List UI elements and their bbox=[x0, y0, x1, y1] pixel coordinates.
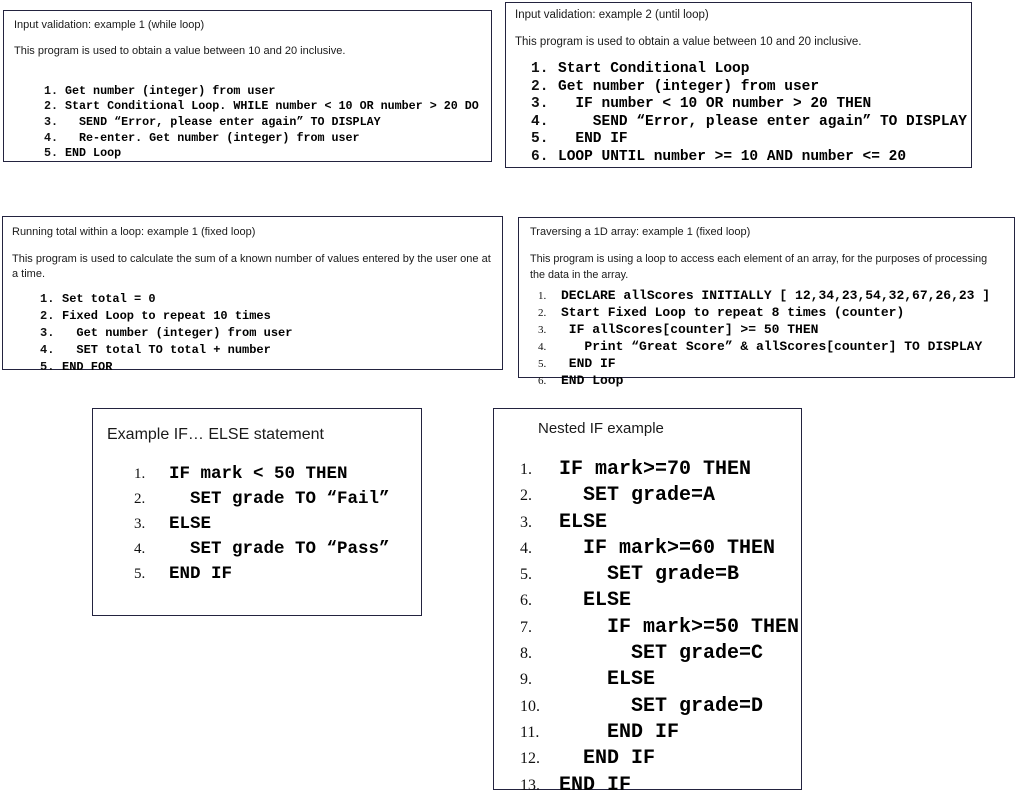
code-text: END IF bbox=[559, 720, 680, 744]
code-line bbox=[531, 113, 967, 132]
code-text: Get number (integer) from user bbox=[65, 83, 276, 98]
code-line bbox=[520, 588, 793, 614]
code-line bbox=[531, 131, 962, 149]
line-number: 2. bbox=[44, 99, 59, 114]
code-line bbox=[531, 79, 962, 97]
code-line bbox=[520, 641, 793, 667]
code-line bbox=[538, 305, 1003, 322]
pseudocode-listing bbox=[134, 462, 409, 587]
code-text: Re-enter. Get number (integer) from user bbox=[65, 130, 360, 145]
code-text: SET total TO total + number bbox=[62, 342, 271, 357]
code-text: Print “Great Score” & allScores[counter] TO DISPLAY bbox=[561, 338, 983, 354]
box-title: Input validation: example 1 (while loop) bbox=[14, 19, 205, 31]
line-number: 3. bbox=[40, 325, 55, 340]
pseudocode-box-traversing-array bbox=[518, 217, 1015, 388]
line-number: 5. bbox=[44, 146, 59, 161]
code-line bbox=[538, 356, 1003, 373]
box-description: This program is using a loop to access each element of an array, for the purposes of processing the data in the array. bbox=[530, 253, 988, 281]
line-number: 8. bbox=[520, 645, 532, 663]
code-line bbox=[538, 288, 1003, 305]
code-text: IF mark>=50 THEN bbox=[559, 615, 800, 639]
code-text: END FOR bbox=[62, 359, 113, 374]
line-number: 1. bbox=[134, 466, 146, 482]
code-line bbox=[520, 615, 800, 641]
code-line bbox=[44, 146, 483, 162]
line-number: 5. bbox=[40, 359, 55, 374]
line-number: 2. bbox=[531, 78, 549, 95]
box-title: Traversing a 1D array: example 1 (fixed loop) bbox=[530, 226, 751, 238]
code-line bbox=[531, 61, 962, 79]
code-text: SET grade=B bbox=[559, 563, 740, 587]
box-title: Running total within a loop: example 1 (fixed loop) bbox=[12, 226, 256, 238]
code-line bbox=[538, 339, 1003, 356]
code-text: IF allScores[counter] >= 50 THEN bbox=[561, 321, 819, 337]
line-number: 6. bbox=[538, 374, 547, 387]
line-number: 5. bbox=[531, 131, 549, 148]
pseudocode-box-input-validation-until bbox=[505, 2, 972, 168]
line-number: 3. bbox=[538, 323, 547, 336]
code-text: IF mark>=70 THEN bbox=[559, 458, 752, 481]
code-text: SET grade=C bbox=[559, 642, 764, 666]
pseudocode-box-input-validation-while bbox=[3, 10, 492, 162]
code-text: SET grade TO “Pass” bbox=[169, 539, 390, 559]
code-line bbox=[520, 720, 793, 746]
code-text: END IF bbox=[561, 355, 616, 371]
line-number: 2. bbox=[520, 487, 532, 505]
code-line bbox=[134, 487, 409, 512]
line-number: 2. bbox=[40, 308, 55, 323]
code-text: DECLARE allScores INITIALLY [ 12,34,23,54,32,67,26,23 ] bbox=[561, 288, 991, 303]
pseudocode-box-nested-if bbox=[493, 408, 802, 797]
box-title: Input validation: example 2 (until loop) bbox=[515, 9, 709, 21]
line-number: 1. bbox=[40, 291, 55, 306]
line-number: 13. bbox=[520, 776, 540, 794]
code-text: IF mark>=60 THEN bbox=[559, 536, 776, 560]
pseudocode-box-if-else bbox=[92, 408, 422, 616]
line-number: 4. bbox=[134, 541, 146, 557]
code-text: Start Fixed Loop to repeat 8 times (counter) bbox=[561, 304, 905, 320]
pseudocode-listing bbox=[538, 288, 1003, 389]
code-text: IF number < 10 OR number > 20 THEN bbox=[558, 96, 872, 113]
code-line bbox=[531, 149, 962, 167]
line-number: 6. bbox=[531, 148, 549, 165]
code-line bbox=[520, 694, 793, 720]
line-number: 3. bbox=[531, 96, 549, 113]
code-line bbox=[44, 115, 483, 131]
line-number: 4. bbox=[538, 340, 547, 353]
line-number: 1. bbox=[538, 290, 547, 302]
line-number: 10. bbox=[520, 697, 540, 715]
box-description: This program is used to obtain a value between 10 and 20 inclusive. bbox=[515, 36, 862, 48]
code-line bbox=[40, 308, 493, 325]
line-number: 3. bbox=[134, 516, 146, 532]
code-text: ELSE bbox=[559, 668, 656, 692]
code-line bbox=[520, 536, 793, 562]
line-number: 2. bbox=[134, 491, 146, 507]
code-line bbox=[538, 373, 1003, 390]
code-text: END IF bbox=[559, 747, 656, 771]
code-text: END IF bbox=[558, 131, 628, 148]
code-text: ELSE bbox=[559, 510, 608, 534]
code-line bbox=[40, 325, 493, 342]
pseudocode-box-running-total bbox=[2, 216, 503, 374]
code-text: SEND “Error, please enter again” TO DISPLAY bbox=[558, 113, 967, 130]
code-line bbox=[134, 512, 409, 537]
code-line bbox=[134, 562, 409, 587]
line-number: 12. bbox=[520, 750, 540, 768]
line-number: 1. bbox=[520, 461, 532, 478]
pseudocode-listing bbox=[44, 84, 483, 163]
code-line bbox=[134, 462, 409, 487]
line-number: 5. bbox=[538, 357, 547, 370]
code-text: Fixed Loop to repeat 10 times bbox=[62, 308, 271, 323]
line-number: 3. bbox=[520, 513, 532, 531]
box-title: Nested IF example bbox=[538, 420, 664, 437]
code-text: END Loop bbox=[561, 372, 624, 388]
code-text: IF mark < 50 THEN bbox=[169, 464, 348, 484]
code-line bbox=[40, 342, 493, 359]
pseudocode-listing bbox=[520, 457, 800, 799]
pseudocode-listing bbox=[531, 61, 967, 167]
code-line bbox=[520, 483, 793, 509]
code-text: Get number (integer) from user bbox=[558, 78, 820, 95]
line-number: 1. bbox=[531, 61, 549, 77]
code-line bbox=[44, 99, 483, 115]
code-line bbox=[520, 510, 793, 536]
line-number: 3. bbox=[44, 114, 59, 129]
code-text: Get number (integer) from user bbox=[62, 325, 293, 340]
code-line bbox=[520, 746, 793, 772]
code-line bbox=[520, 667, 793, 693]
code-text: LOOP UNTIL number >= 10 AND number <= 20 bbox=[558, 148, 907, 165]
code-line bbox=[520, 773, 793, 799]
code-text: ELSE bbox=[169, 514, 212, 534]
code-text: END IF bbox=[559, 773, 632, 797]
line-number: 6. bbox=[520, 592, 532, 610]
line-number: 7. bbox=[520, 618, 532, 636]
line-number: 4. bbox=[44, 130, 59, 145]
code-line bbox=[40, 359, 493, 376]
code-text: SET grade TO “Fail” bbox=[169, 489, 390, 509]
code-text: SET grade=D bbox=[559, 694, 764, 718]
code-text: END IF bbox=[169, 564, 233, 584]
line-number: 5. bbox=[520, 566, 532, 584]
code-text: ELSE bbox=[559, 589, 632, 613]
line-number: 4. bbox=[531, 113, 549, 130]
line-number: 9. bbox=[520, 671, 532, 689]
code-line bbox=[134, 537, 409, 562]
code-line bbox=[520, 457, 793, 483]
code-line bbox=[531, 96, 962, 114]
line-number: 4. bbox=[40, 342, 55, 357]
code-text: Start Conditional Loop bbox=[558, 61, 750, 77]
box-description: This program is used to obtain a value between 10 and 20 inclusive. bbox=[14, 44, 346, 57]
code-text: SEND “Error, please enter again” TO DISPLAY bbox=[65, 114, 381, 129]
line-number: 4. bbox=[520, 539, 532, 557]
code-line bbox=[538, 322, 1003, 339]
code-line bbox=[40, 291, 493, 308]
code-line bbox=[520, 562, 793, 588]
code-text: Set total = 0 bbox=[62, 291, 156, 306]
code-line bbox=[44, 131, 483, 147]
box-description: This program is used to calculate the sum of a known number of values entered by the user one at a time. bbox=[12, 252, 491, 280]
line-number: 1. bbox=[44, 83, 59, 98]
line-number: 5. bbox=[134, 566, 146, 582]
code-text: Start Conditional Loop. WHILE number < 10 OR number > 20 DO bbox=[65, 99, 479, 114]
line-number: 2. bbox=[538, 306, 547, 319]
box-title: Example IF… ELSE statement bbox=[107, 426, 324, 443]
code-line bbox=[44, 84, 483, 100]
code-text: SET grade=A bbox=[559, 484, 716, 508]
code-text: END Loop bbox=[65, 146, 122, 161]
pseudocode-listing bbox=[40, 291, 493, 376]
line-number: 11. bbox=[520, 723, 540, 741]
